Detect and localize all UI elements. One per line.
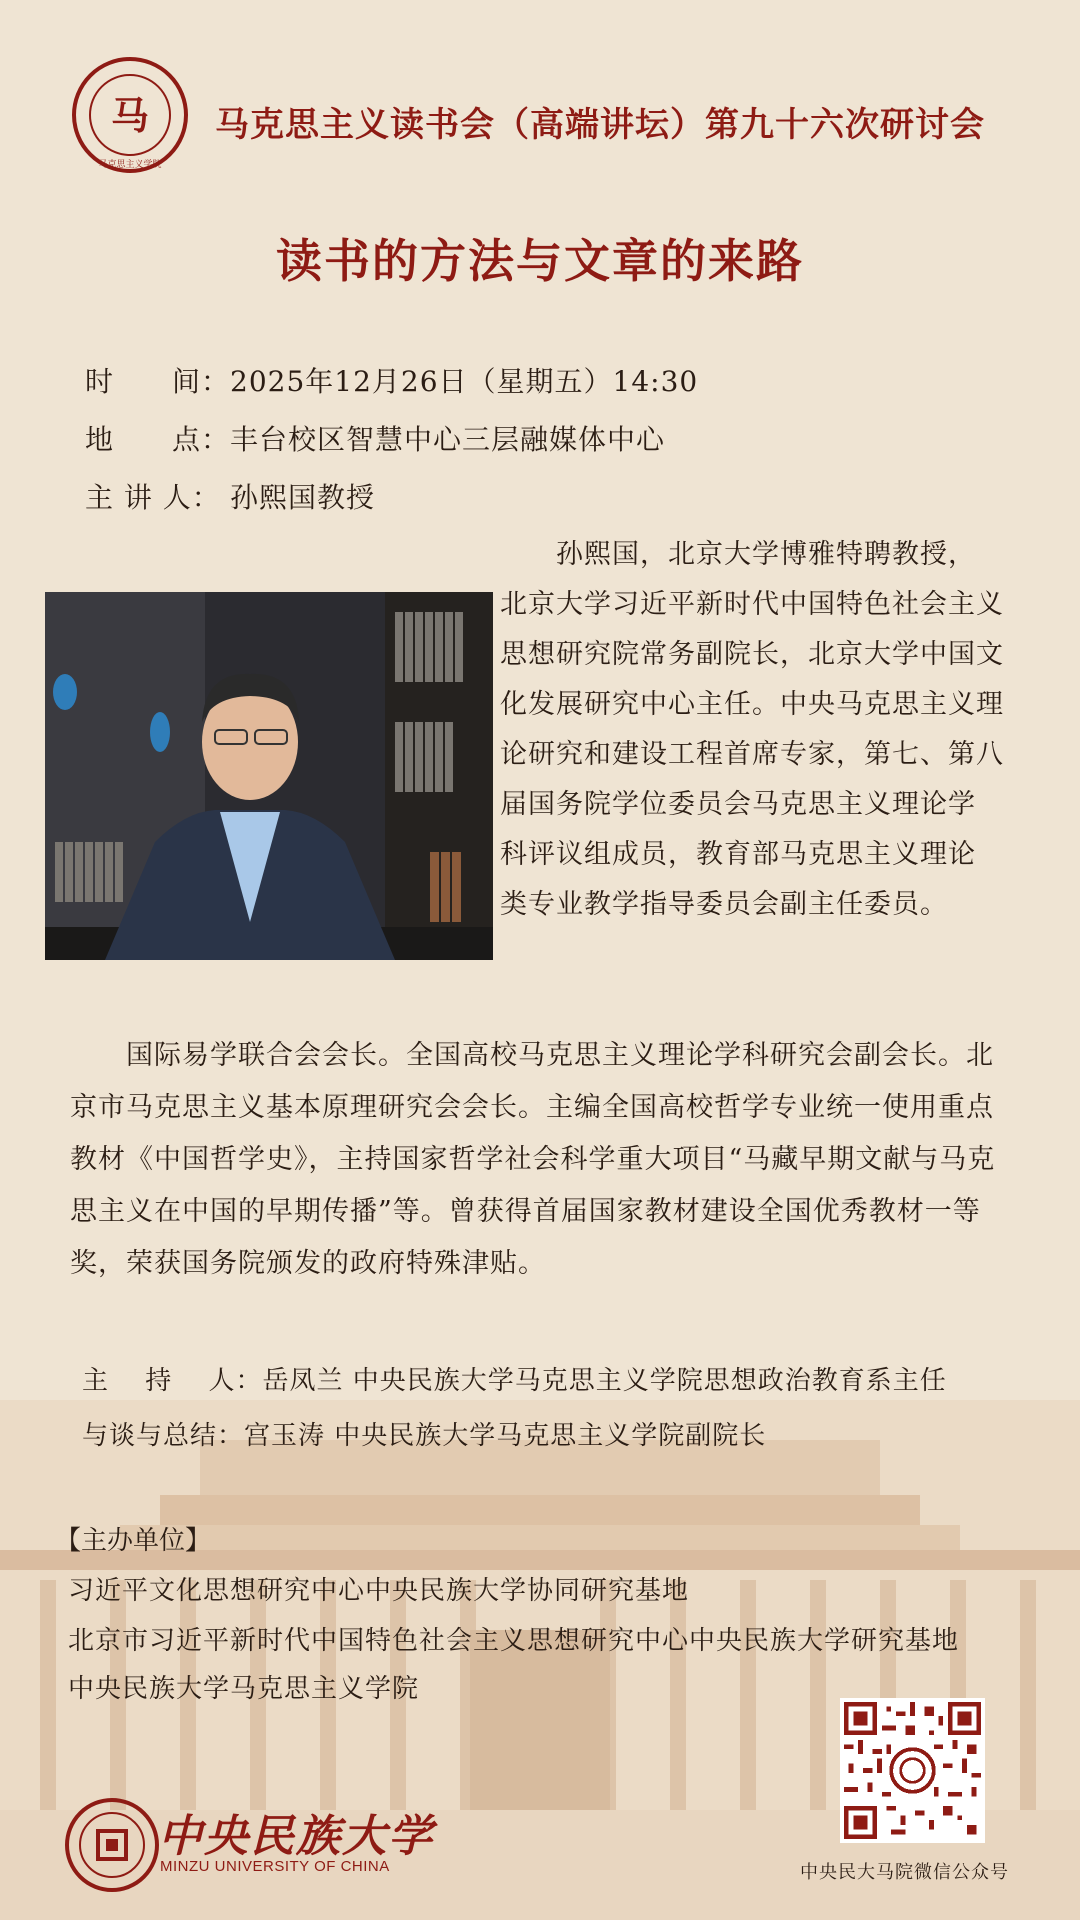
info-value: 丰台校区智慧中心三层融媒体中心 — [230, 423, 666, 456]
bio-line: 论研究和建设工程首席专家，第七、第八 — [500, 739, 1004, 770]
bio-line: 思想研究院常务副院长，北京大学中国文 — [500, 639, 1004, 670]
lecture-title: 读书的方法与文章的来路 — [276, 234, 804, 288]
bio-line: 国际易学联合会会长。全国高校马克思主义理论学科研究会副会长。北 — [70, 1040, 994, 1071]
info-value: 2025年12月26日（星期五）14:30 — [230, 365, 699, 398]
seminar-title: 马克思主义读书会（高端讲坛）第九十六次研讨会 — [215, 105, 985, 145]
host-row-discussant: 与谈与总结：宫玉涛 中央民族大学马克思主义学院副院长 — [82, 1421, 767, 1451]
host-row-moderator: 主 持 人：岳凤兰 中央民族大学马克思主义学院思想政治教育系主任 — [82, 1366, 947, 1396]
bio-line: 孙熙国，北京大学博雅特聘教授， — [500, 539, 976, 570]
info-row-time — [85, 360, 698, 400]
speaker-bio-side — [500, 530, 1040, 930]
school-seal-logo — [70, 55, 190, 175]
header — [70, 55, 1030, 175]
info-row-speaker — [85, 476, 375, 516]
info-label: 地 点： — [85, 423, 231, 456]
info-label: 时 间： — [85, 365, 231, 398]
speaker-bio-full — [70, 1030, 1030, 1290]
info-value: 孙熙国教授 — [230, 481, 376, 514]
speaker-photo — [45, 592, 493, 960]
wechat-qr-code[interactable] — [840, 1698, 985, 1843]
sponsor-item: 中央民族大学马克思主义学院 — [68, 1674, 420, 1704]
bio-line: 届国务院学位委员会马克思主义理论学 — [500, 789, 976, 820]
bio-line: 科评议组成员，教育部马克思主义理论 — [500, 839, 976, 870]
bio-line: 类专业教学指导委员会副主任委员。 — [500, 889, 948, 920]
university-logo — [62, 1795, 162, 1895]
bio-line: 北京大学习近平新时代中国特色社会主义 — [500, 589, 1004, 620]
university-name-cn: 中央民族大学 — [158, 1811, 434, 1862]
bio-line: 教材《中国哲学史》，主持国家哲学社会科学重大项目“马藏早期文献与马克 — [70, 1144, 996, 1175]
sponsor-heading: 【主办单位】 — [55, 1526, 212, 1556]
bio-line: 思主义在中国的早期传播”等。曾获得首届国家教材建设全国优秀教材一等 — [70, 1196, 981, 1227]
bio-line: 化发展研究中心主任。中央马克思主义理 — [500, 689, 1004, 720]
svg-text:马克思主义学院: 马克思主义学院 — [98, 160, 162, 170]
sponsor-item: 北京市习近平新时代中国特色社会主义思想研究中心中央民族大学研究基地 — [68, 1626, 960, 1656]
info-label: 主 讲 人： — [85, 481, 221, 514]
bio-line: 奖，荣获国务院颁发的政府特殊津贴。 — [70, 1248, 546, 1279]
info-row-location — [85, 418, 665, 458]
university-name-en: MINZU UNIVERSITY OF CHINA — [160, 1858, 390, 1875]
bio-line: 京市马克思主义基本原理研究会会长。主编全国高校哲学专业统一使用重点 — [70, 1092, 994, 1123]
qr-caption: 中央民大马院微信公众号 — [800, 1862, 1009, 1883]
sponsor-item: 习近平文化思想研究中心中央民族大学协同研究基地 — [68, 1576, 690, 1606]
svg-text:马: 马 — [110, 93, 150, 138]
